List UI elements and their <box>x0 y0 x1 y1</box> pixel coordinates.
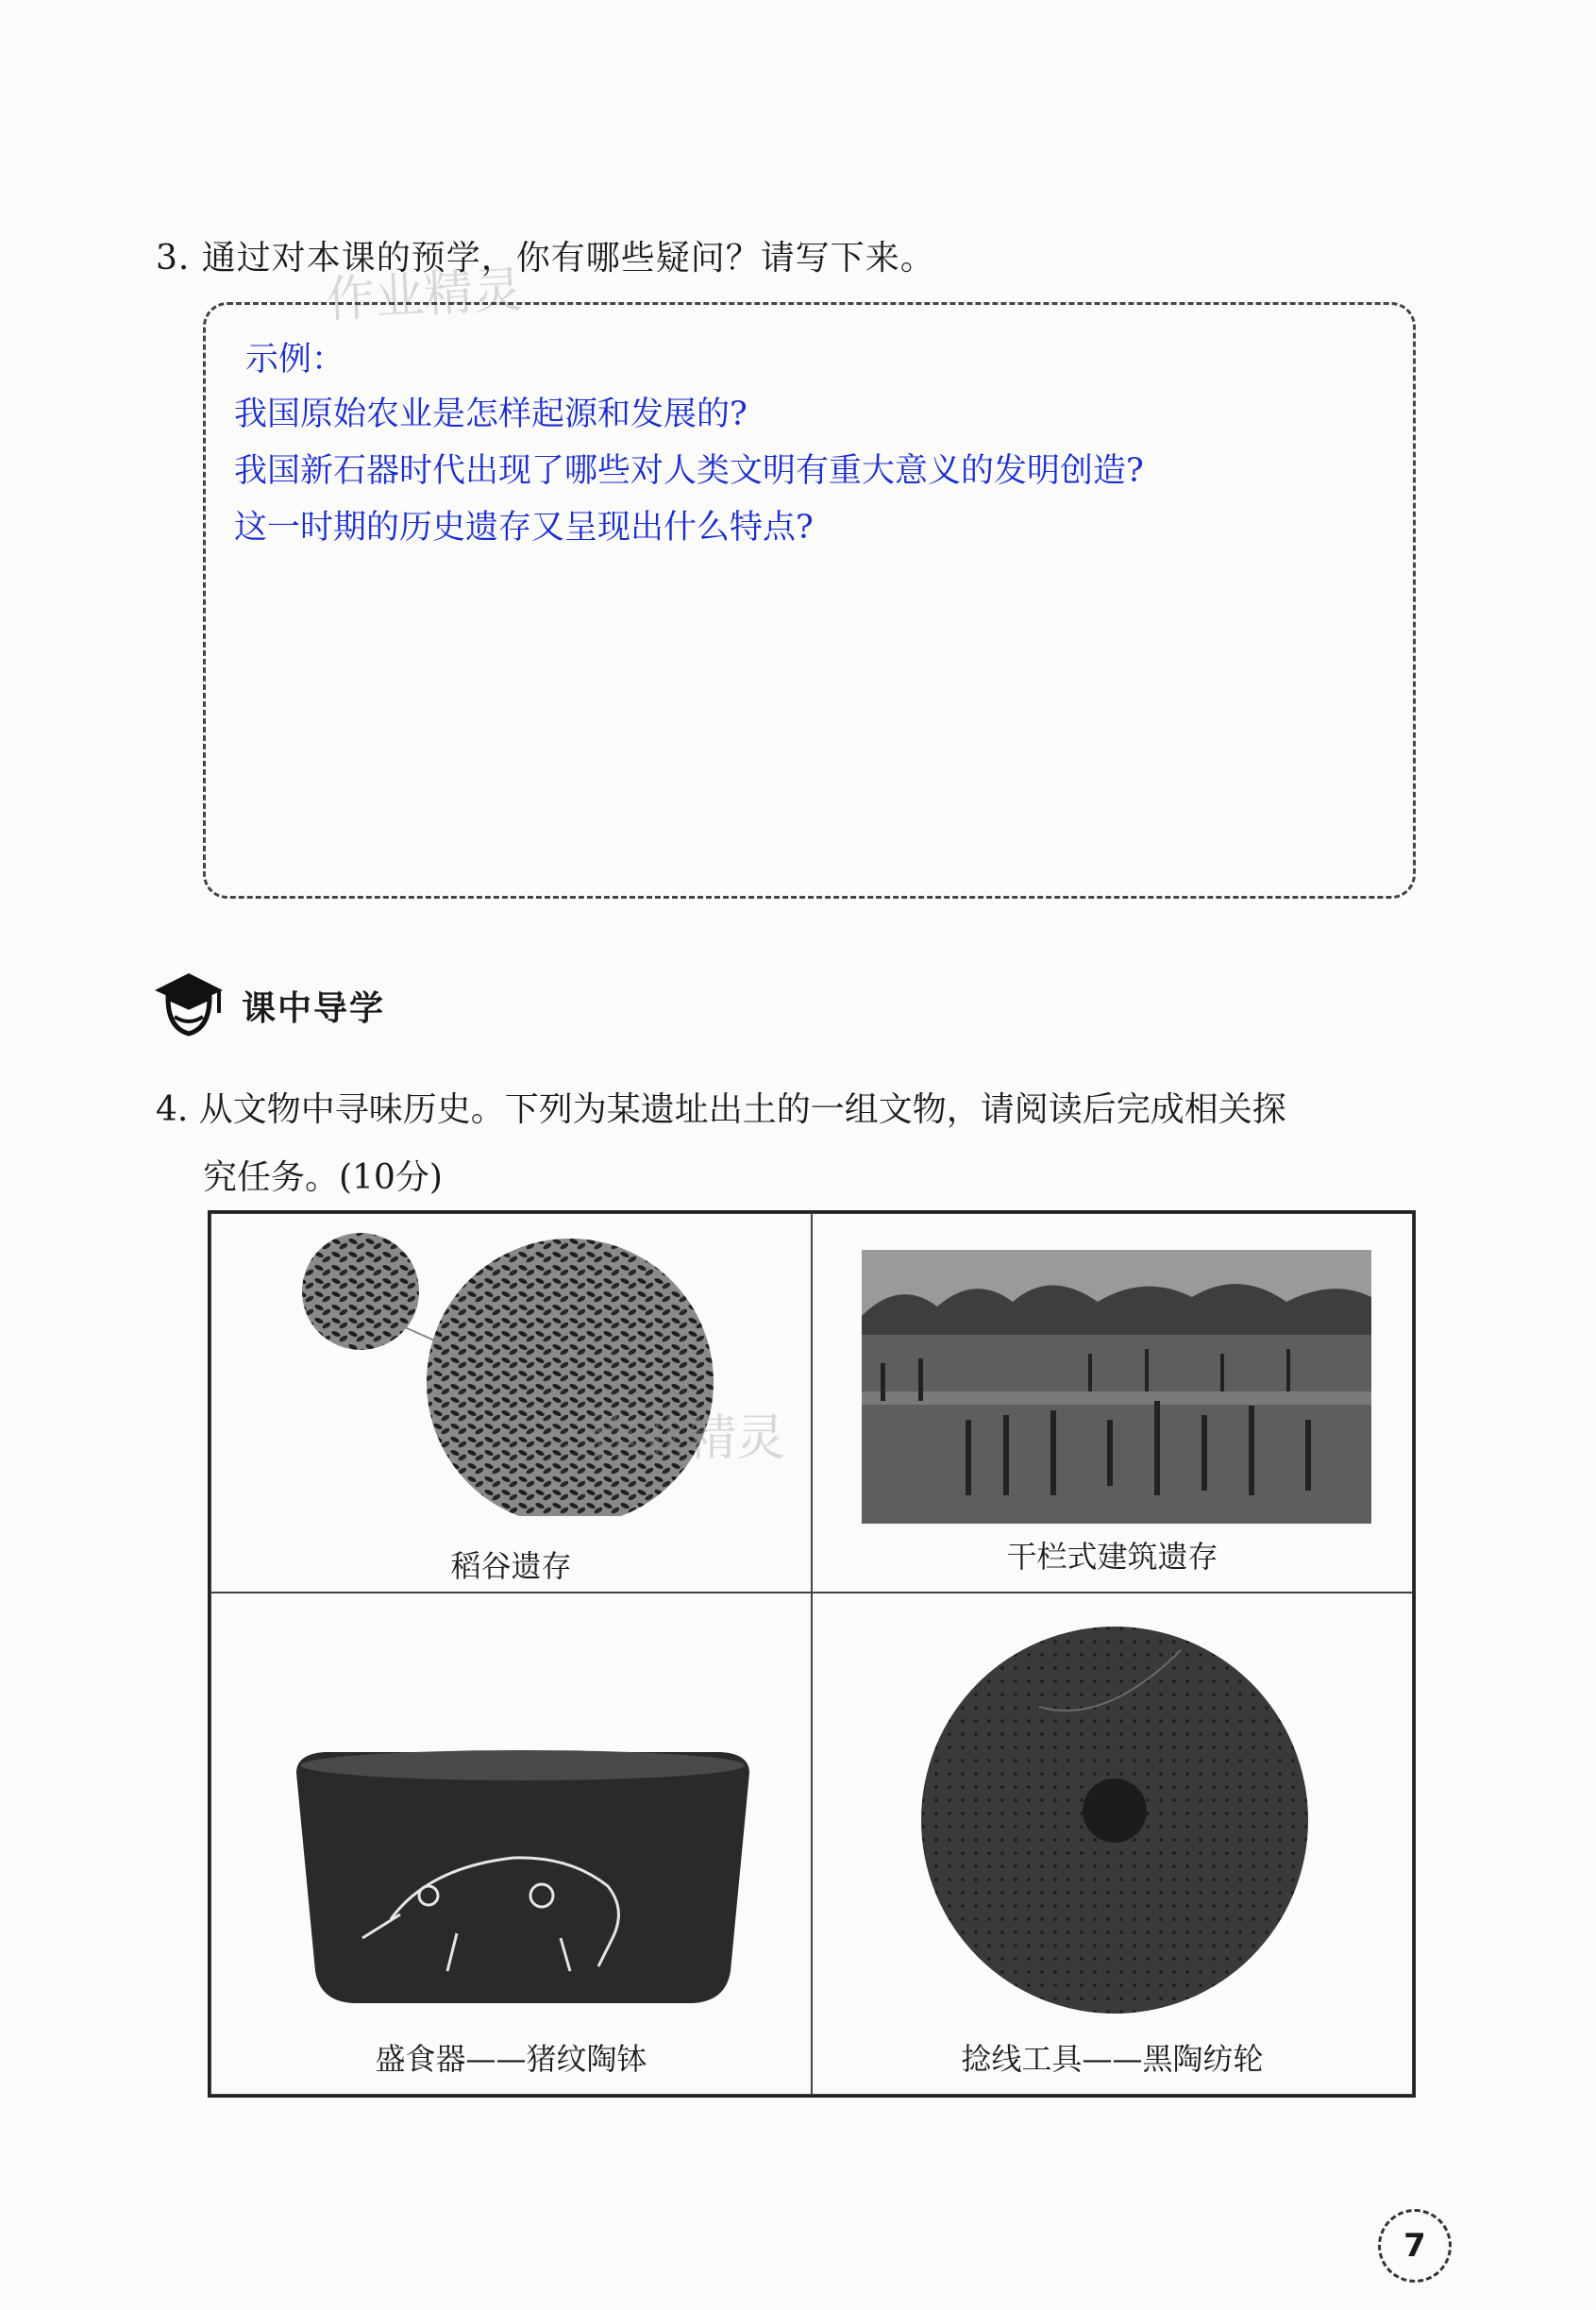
answer-line-1: 我国原始农业是怎样起源和发展的? <box>234 396 748 433</box>
black-pottery-spindle-whorl-image <box>916 1622 1313 2018</box>
page-number: 7 <box>1378 2209 1452 2283</box>
graduation-cap-icon <box>151 968 227 1043</box>
figure-rice <box>210 1213 812 1593</box>
question-3: 3. 通过对本课的预学，你有哪些疑问？请写下来。 <box>156 239 935 278</box>
section-title: 课中导学 <box>242 988 386 1028</box>
question-4-line-2: 究任务。(10分) <box>203 1158 443 1197</box>
figure-caption-pig-bowl: 盛食器——猪纹陶钵 <box>375 2041 647 2077</box>
answer-box <box>203 302 1416 899</box>
figure-caption-spindle-whorl: 捻线工具——黑陶纺轮 <box>961 2041 1264 2077</box>
figure-spindle-whorl <box>812 1593 1413 2095</box>
artifact-grid <box>208 1210 1416 2098</box>
rice-grains-image <box>211 1223 815 1516</box>
answer-line-3: 这一时期的历史遗存又呈现出什么特点? <box>234 509 814 547</box>
watermark-2: 作业精灵 <box>589 1410 786 1467</box>
question-4-line-1: 4. 从文物中寻味历史。下列为某遗址出土的一组文物，请阅读后完成相关探 <box>156 1090 1286 1129</box>
figure-stilt-house <box>812 1213 1413 1593</box>
figure-pig-bowl <box>210 1593 812 2095</box>
question-4 <box>156 1076 1430 1212</box>
figure-caption-rice: 稻谷遗存 <box>450 1548 572 1584</box>
figure-caption-stilt-house: 干栏式建筑遗存 <box>1006 1539 1218 1575</box>
section-heading <box>151 963 385 1048</box>
pig-pattern-bowl-image <box>287 1745 759 2009</box>
watermark: 作业精灵 <box>324 261 524 329</box>
answer-label: 示例： <box>245 341 345 379</box>
stilt-house-ruins-image <box>862 1250 1371 1524</box>
answer-line-2: 我国新石器时代出现了哪些对人类文明有重大意义的发明创造? <box>234 452 1144 490</box>
